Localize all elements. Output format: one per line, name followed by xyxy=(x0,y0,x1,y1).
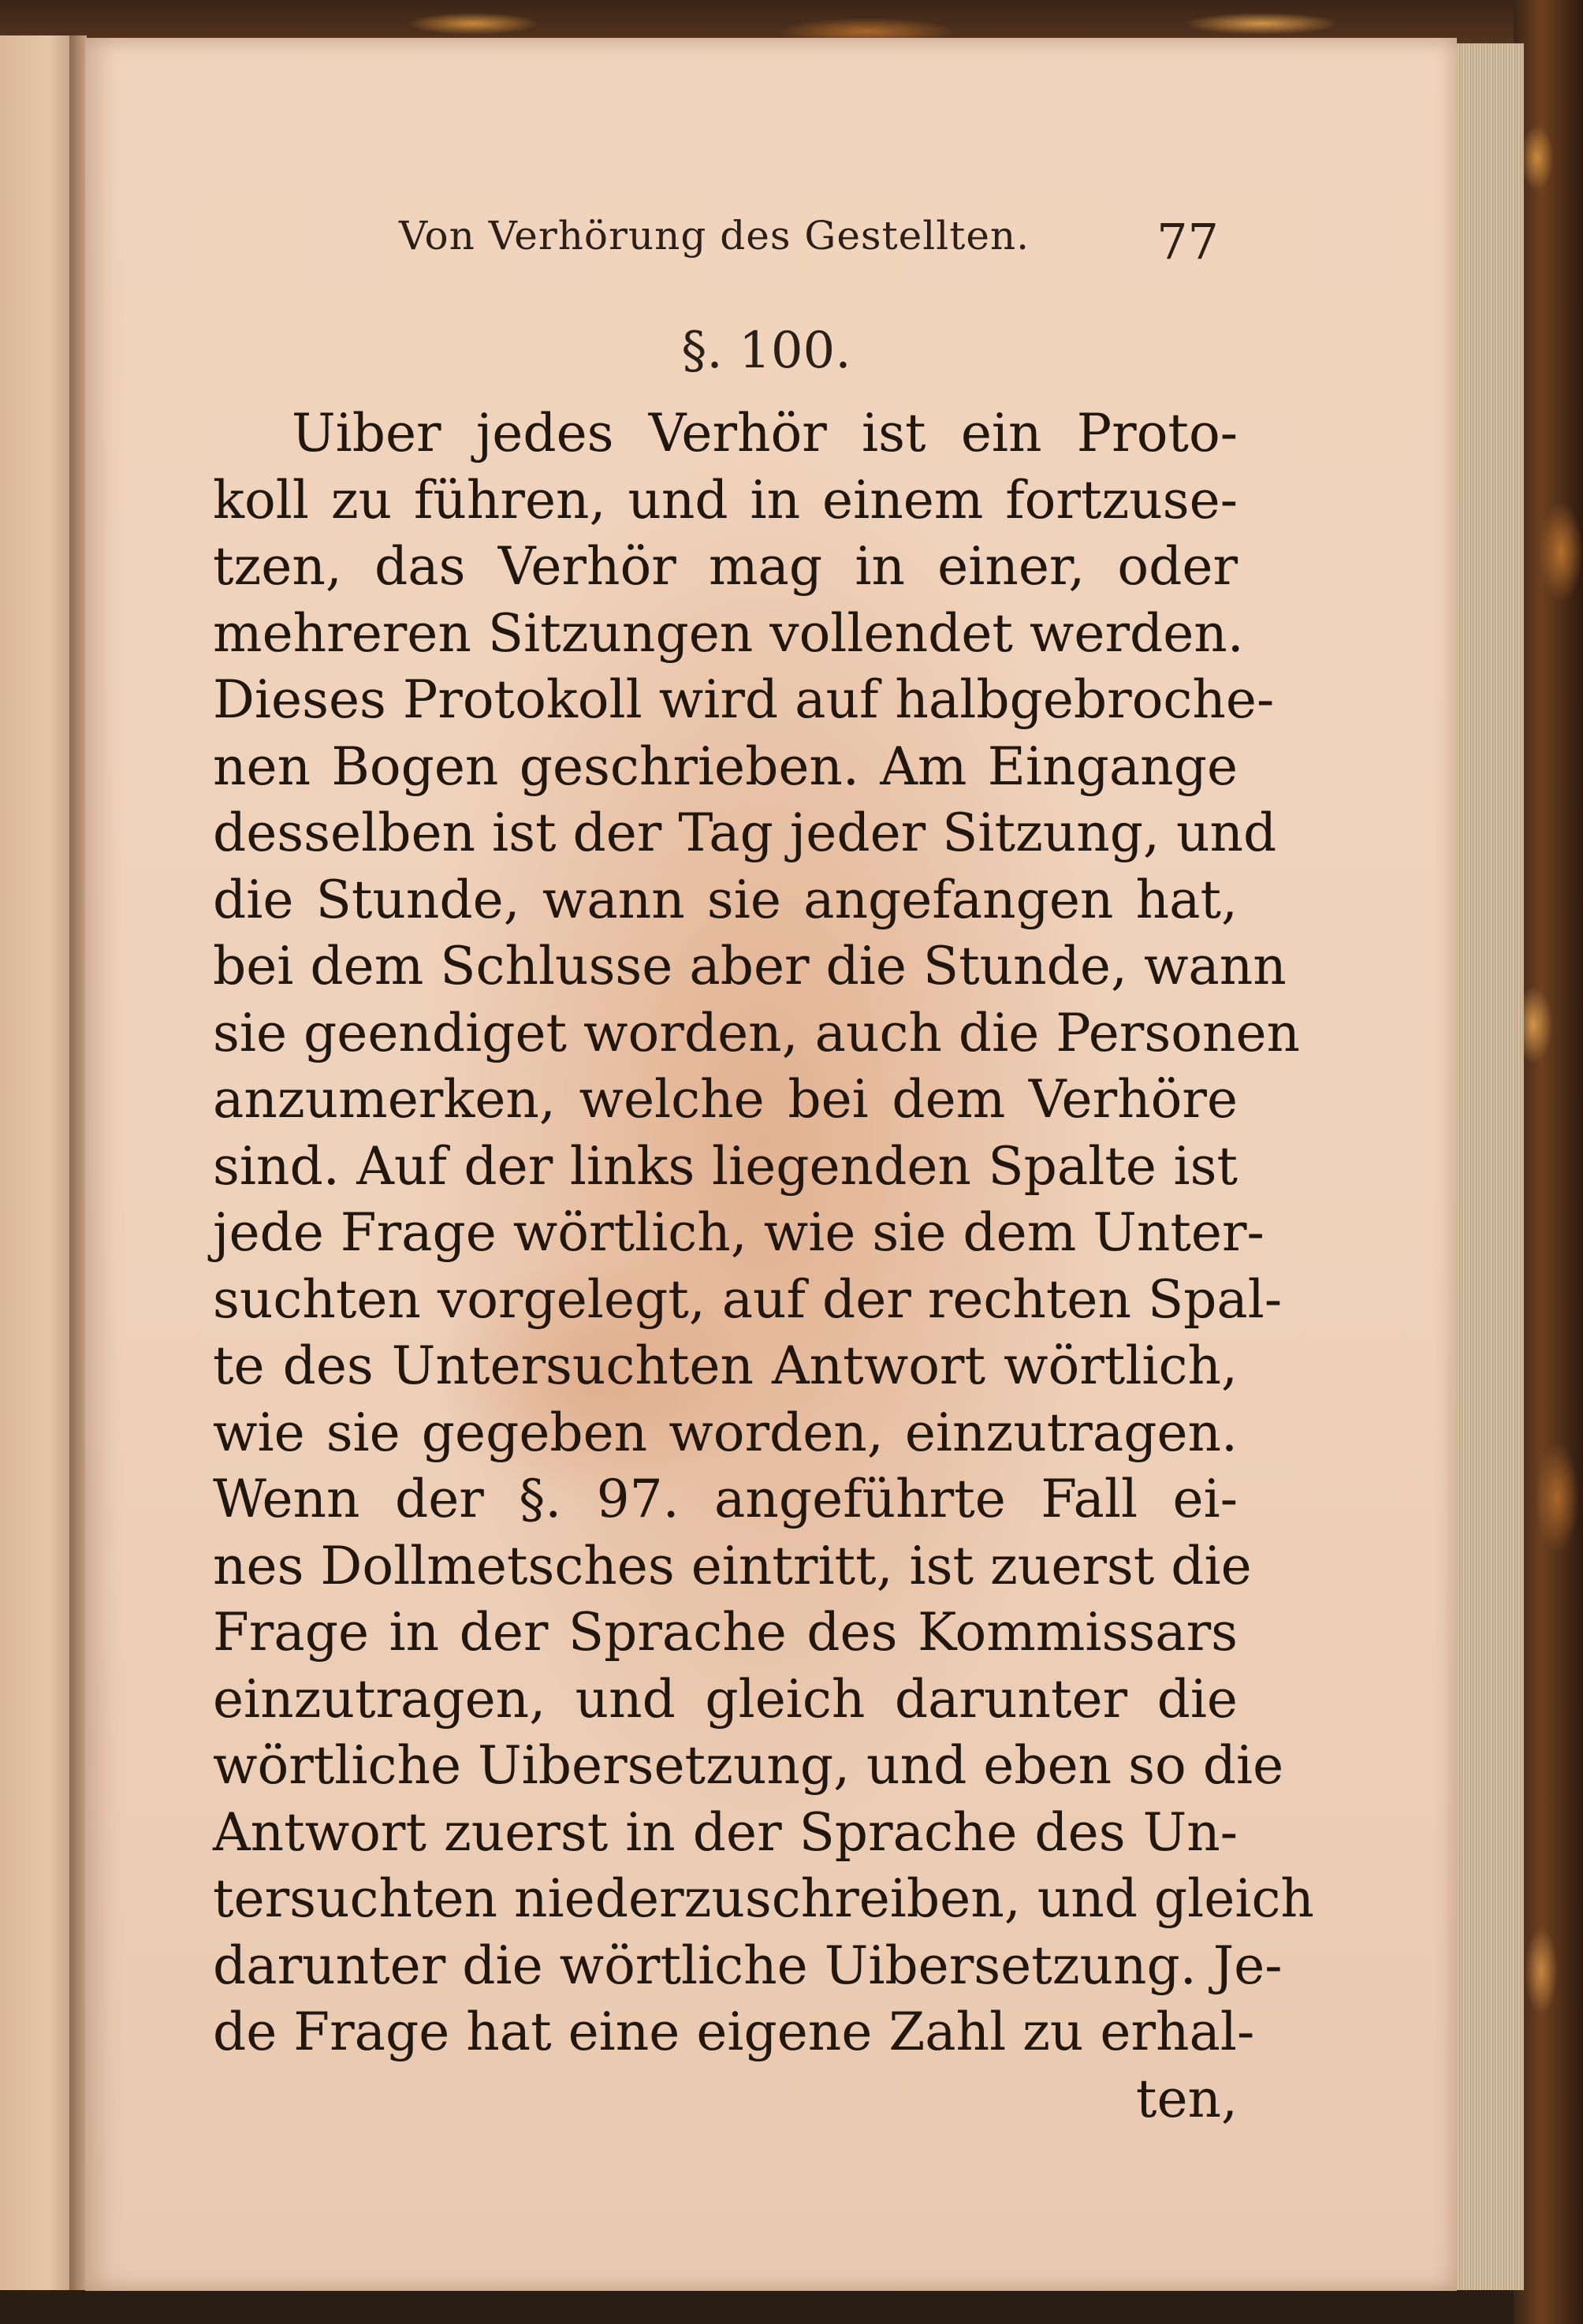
text-line: suchten vorgelegt, auf der rechten Spal- xyxy=(213,1268,1283,1330)
text-line: einzutragen, und gleich darunter die xyxy=(213,1668,1238,1730)
marbled-cover-right xyxy=(1514,0,1583,2324)
text-line: Dieses Protokoll wird auf halbgebroche- xyxy=(213,669,1275,730)
text-line: Uiber jedes Verhör ist ein Proto- xyxy=(292,403,1238,464)
text-line: te des Untersuchten Antwort wörtlich, xyxy=(213,1335,1238,1396)
text-line: de Frage hat eine eigene Zahl zu erhal- xyxy=(213,2002,1255,2062)
text-line: tzen, das Verhör mag in einer, oder xyxy=(213,536,1238,597)
text-line: nen Bogen geschrieben. Am Eingange xyxy=(213,736,1238,797)
running-head: Von Verhörung des Gestellten. xyxy=(399,213,1030,259)
paragraph xyxy=(213,400,1314,2132)
text-line: mehreren Sitzungen vollendet werden. xyxy=(213,602,1244,664)
section-heading: §. 100. xyxy=(681,322,851,380)
text-line: Antwort zuerst in der Sprache des Un- xyxy=(213,1801,1238,1863)
page-stack-edges xyxy=(1447,43,1524,2290)
text-line: tersuchten niederzuschreiben, und gleich xyxy=(213,1868,1314,1929)
text-line: nes Dollmetsches eintritt, ist zuerst die xyxy=(213,1535,1252,1596)
text-line: anzumerken, welche bei dem Verhöre xyxy=(213,1069,1238,1130)
text-line: sind. Auf der links liegenden Spalte ist xyxy=(213,1135,1238,1197)
text-line: sie geendiget worden, auch die Personen xyxy=(213,1002,1301,1063)
text-line: wörtliche Uibersetzung, und eben so die xyxy=(213,1735,1284,1796)
text-line: die Stunde, wann sie angefangen hat, xyxy=(213,869,1238,930)
text-line: Wenn der §. 97. angeführte Fall ei- xyxy=(213,1469,1238,1529)
text-line: wie sie gegeben worden, einzutragen. xyxy=(213,1402,1238,1463)
text-line: desselben ist der Tag jeder Sitzung, und xyxy=(213,803,1277,863)
book-page xyxy=(85,38,1457,2291)
page-header xyxy=(399,213,1219,276)
text-line: koll zu führen, und in einem fortzuse- xyxy=(213,469,1238,531)
text-line: jede Frage wörtlich, wie sie dem Unter- xyxy=(213,1202,1265,1263)
text-line: bei dem Schlusse aber die Stunde, wann xyxy=(213,936,1287,996)
catchword: ten, xyxy=(1135,2068,1238,2129)
text-line: darunter die wörtliche Uibersetzung. Je- xyxy=(213,1935,1283,1996)
page-number: 77 xyxy=(1157,213,1219,270)
text-line: Frage in der Sprache des Kommissars xyxy=(213,1602,1238,1663)
facing-page-edge xyxy=(0,35,71,2290)
